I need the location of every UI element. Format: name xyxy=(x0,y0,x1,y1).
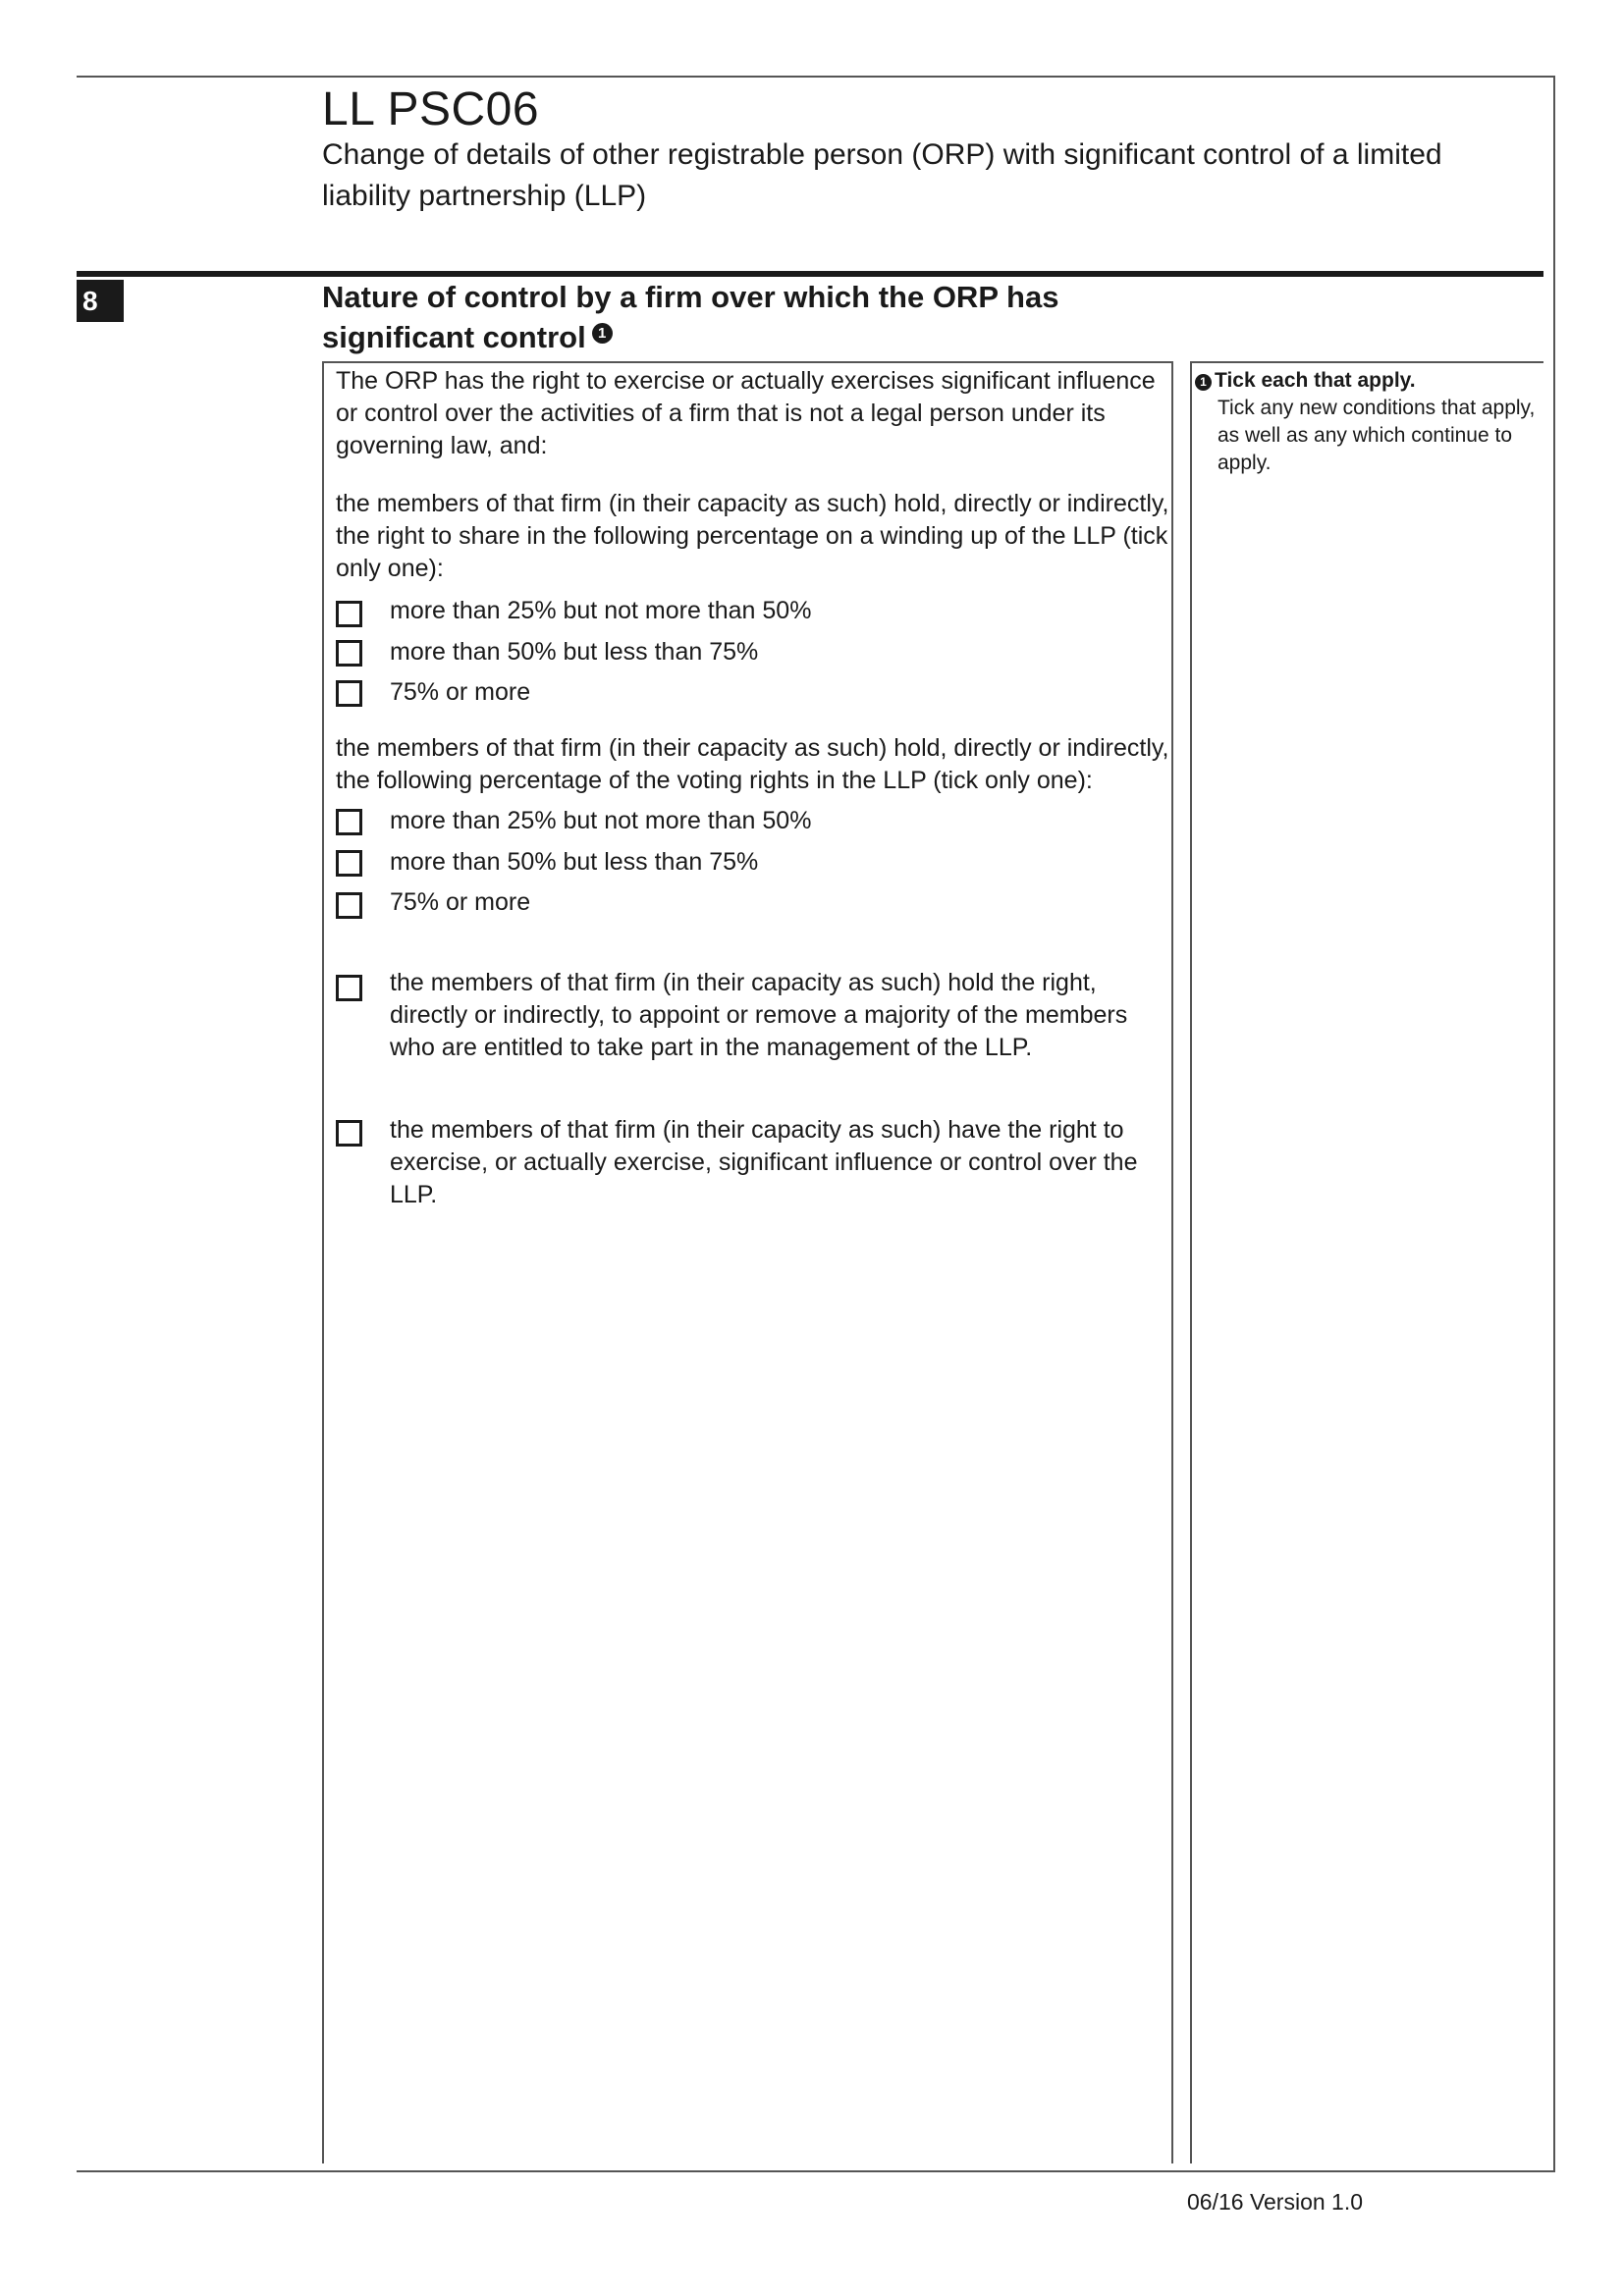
version-label: 06/16 Version 1.0 xyxy=(1187,2189,1364,2215)
option-label: 75% or more xyxy=(390,888,531,916)
guidance-note xyxy=(1195,367,1539,477)
checkbox[interactable] xyxy=(336,809,362,835)
option-label: more than 25% but not more than 50% xyxy=(390,807,812,834)
winding-up-paragraph: the members of that firm (in their capacity as such) hold, directly or indirectly, the right to share in the following percentage on a winding up of the LLP (tick only one): xyxy=(336,490,1169,582)
main-content-box xyxy=(322,361,1173,2163)
option-label: the members of that firm (in their capacity as such) hold the right, directly or indirectly, to appoint or remove a majority of the members who are entitled to take part in the management of the LLP. xyxy=(390,969,1128,1061)
page-frame-right xyxy=(1553,76,1555,2172)
checkbox[interactable] xyxy=(336,892,362,919)
checkbox[interactable] xyxy=(336,601,362,627)
voting-rights-paragraph: the members of that firm (in their capacity as such) hold, directly or indirectly, the following percentage of the voting rights in the LLP (tick only one): xyxy=(336,734,1169,794)
checkbox[interactable] xyxy=(336,680,362,707)
option-label: 75% or more xyxy=(390,678,531,706)
option-label: the members of that firm (in their capacity as such) have the right to exercise, or actually exercise, significant influence or control over the LLP. xyxy=(390,1116,1138,1208)
info-marker-icon: 1 xyxy=(1195,374,1212,391)
section-title-line2: significant control xyxy=(322,320,586,354)
section-title-line1: Nature of control by a firm over which the ORP has xyxy=(322,280,1059,314)
guidance-heading-text: Tick each that apply. xyxy=(1215,369,1416,392)
checkbox[interactable] xyxy=(336,640,362,667)
info-marker-icon: 1 xyxy=(592,323,613,344)
option-label: more than 25% but not more than 50% xyxy=(390,597,812,624)
checkbox[interactable] xyxy=(336,850,362,877)
guidance-text: Tick any new conditions that apply, as well as any which continue to apply. xyxy=(1218,397,1536,474)
section-number-badge: 8 xyxy=(77,280,124,322)
section-title xyxy=(322,277,1108,357)
option-label: more than 50% but less than 75% xyxy=(390,638,759,666)
guidance-heading xyxy=(1195,367,1539,395)
checkbox[interactable] xyxy=(336,975,362,1001)
checkbox[interactable] xyxy=(336,1120,362,1147)
form-subtitle: Change of details of other registrable person (ORP) with significant control of a limited liability partnership (LLP) xyxy=(322,138,1442,212)
form-code: LL PSC06 xyxy=(322,83,540,135)
guidance-box xyxy=(1190,361,1543,2163)
intro-paragraph: The ORP has the right to exercise or actually exercises significant influence or control over the activities of a firm that is not a legal person under its governing law, and: xyxy=(336,367,1156,459)
option-label: more than 50% but less than 75% xyxy=(390,848,759,876)
page-frame-top xyxy=(77,76,1554,78)
page-frame-bottom xyxy=(77,2170,1555,2172)
